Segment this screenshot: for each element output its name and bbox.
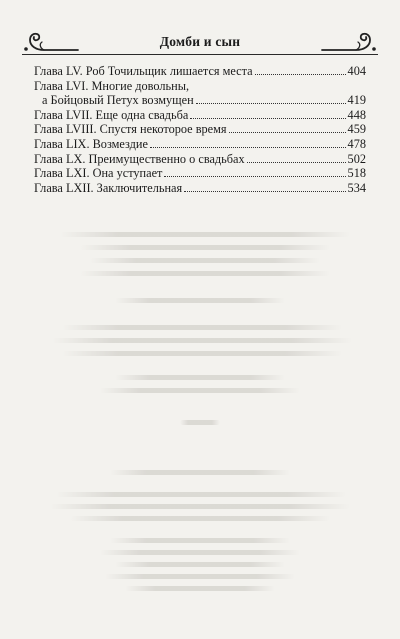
- show-through-line: [125, 586, 275, 591]
- show-through-line: [180, 420, 220, 425]
- running-header: [22, 30, 378, 56]
- toc-leader-dots: [196, 103, 346, 104]
- toc-entry-page: 502: [347, 151, 366, 166]
- show-through-line: [100, 550, 300, 555]
- table-of-contents: [34, 64, 366, 195]
- ornament-right-icon: [320, 30, 378, 54]
- toc-entry-label: Глава LXI. Она уступает: [34, 166, 163, 181]
- toc-entry-page: 448: [347, 107, 366, 122]
- toc-leader-dots: [184, 191, 345, 192]
- toc-entry: [34, 137, 366, 152]
- toc-entry-page: 478: [347, 136, 366, 151]
- toc-entry: [34, 166, 366, 181]
- show-through-line: [110, 470, 290, 475]
- toc-entry: [34, 152, 366, 167]
- show-through-line: [50, 504, 350, 509]
- show-through-line: [80, 245, 330, 250]
- toc-entry-label: Глава LVII. Еще одна свадьба: [34, 107, 189, 122]
- running-title: Домби и сын: [159, 34, 241, 49]
- toc-entry-page: 459: [347, 122, 366, 137]
- toc-leader-dots: [229, 132, 346, 133]
- show-through-line: [80, 271, 330, 276]
- show-through-line: [90, 258, 320, 263]
- show-through-line: [62, 325, 342, 330]
- toc-entry-label: Глава LV. Роб Точильщик лишается места: [34, 64, 253, 78]
- toc-entry-page: 534: [347, 180, 366, 195]
- toc-entry-page: 518: [347, 166, 366, 181]
- toc-entry-page: 419: [347, 93, 366, 108]
- toc-leader-dots: [164, 176, 345, 177]
- show-through-line: [70, 516, 330, 521]
- show-through-line: [105, 574, 295, 579]
- show-through-line: [115, 298, 285, 303]
- toc-entry-label: а Бойцовый Петух возмущен: [42, 93, 194, 108]
- toc-entry: [34, 64, 366, 79]
- show-through-line: [62, 351, 342, 356]
- show-through-line: [52, 338, 352, 343]
- toc-entry-label: Глава LX. Преимущественно о свадьбах: [34, 151, 245, 166]
- toc-entry-label: Глава LVI. Многие довольны,: [34, 78, 190, 93]
- show-through-line: [115, 562, 285, 567]
- toc-entry: [34, 122, 366, 137]
- toc-entry-page: 404: [347, 64, 366, 78]
- show-through-line: [110, 538, 290, 543]
- toc-entry-label: Глава LXII. Заключительная: [34, 180, 183, 195]
- toc-leader-dots: [255, 74, 346, 75]
- show-through-line: [115, 375, 285, 380]
- toc-entry: [34, 181, 366, 196]
- toc-entry-label: Глава LIX. Возмездие: [34, 136, 148, 151]
- toc-leader-dots: [150, 147, 346, 148]
- toc-leader-dots: [247, 162, 346, 163]
- toc-entry: [34, 79, 366, 94]
- header-rule: [22, 54, 378, 55]
- show-through-line: [56, 492, 346, 497]
- show-through-line: [100, 388, 300, 393]
- toc-leader-dots: [190, 118, 345, 119]
- show-through-line: [60, 232, 350, 237]
- toc-entry: [34, 108, 366, 123]
- toc-entry-label: Глава LVIII. Спустя некоторое время: [34, 122, 227, 137]
- toc-entry-continuation: [34, 93, 366, 108]
